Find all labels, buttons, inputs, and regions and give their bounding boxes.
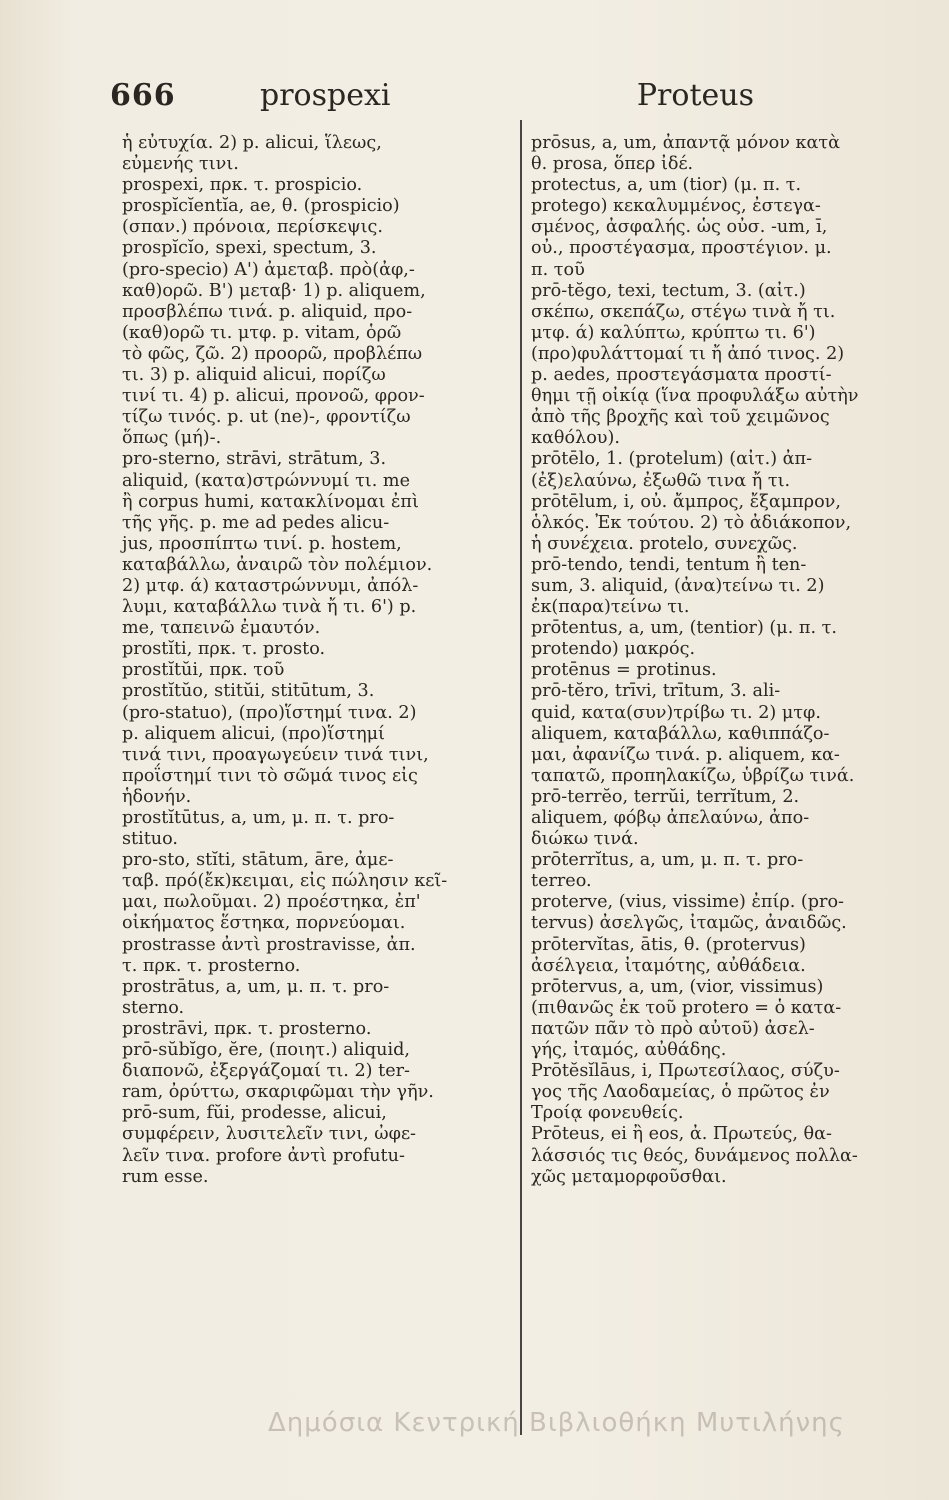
text-line: (pro-statuo), (προ)ἵστημί τινα. 2)	[122, 702, 417, 723]
text-line: me, ταπεινῶ ἐμαυτόν.	[122, 618, 321, 639]
text-line: (πιθανῶς ἐκ τοῦ protero = ὁ κατα-	[531, 997, 842, 1018]
text-line: (pro-specio) Α') ἀμεταβ. πρὸ(ἀφ,-	[122, 259, 415, 280]
text-line: prō-tendo, tendi, tentum ἢ ten-	[531, 554, 807, 575]
text-line: ὁλκός. Ἐκ τούτου. 2) τὸ ἀδιάκοπον,	[531, 512, 852, 533]
text-line: σμένος, ἀσφαλής. ὡς οὐσ. -um, ī,	[531, 217, 828, 238]
text-line: stituo.	[122, 829, 179, 850]
page-number: 666	[110, 78, 176, 113]
text-line: λάσσιός τις θεός, δυνάμενος πολλα-	[531, 1145, 858, 1166]
text-line: σκέπω, σκεπάζω, στέγω τινὰ ἤ τι.	[531, 301, 836, 322]
text-line: μαι, πωλοῦμαι. 2) προέστηκα, ἐπ'	[122, 892, 421, 913]
text-line: λεῖν τινα. profore ἀντὶ profutu-	[122, 1145, 405, 1166]
text-line: prostrasse ἀντὶ prostravisse, ἀπ.	[122, 934, 416, 955]
text-line: τῆς γῆς. p. me ad pedes alicu-	[122, 512, 390, 533]
text-line: ἐκ(παρα)τείνω τι.	[531, 597, 690, 618]
text-line: pro-sto, stĭti, stātum, āre, ἀμε-	[122, 850, 394, 871]
text-line: ταπατῶ, προπηλακίζω, ὑβρίζω τινά.	[531, 765, 855, 786]
text-line: prōterrĭtus, a, um, μ. π. τ. pro-	[531, 850, 804, 871]
text-line: ἡ εὐτυχία. 2) p. alicui, ἵλεως,	[122, 133, 382, 153]
text-line: ram, ὀρύττω, σκαριφῶμαι τὴν γῆν.	[122, 1082, 434, 1103]
text-line: (σπαν.) πρόνοια, περίσκεψις.	[122, 217, 383, 238]
text-line: aliquem, φόβῳ ἀπελαύνω, ἀπο-	[531, 808, 810, 828]
text-line: prostrāvi, πρκ. τ. prosterno.	[122, 1018, 372, 1039]
text-line: λυμι, καταβάλλω τινὰ ἤ τι. 6') p.	[122, 597, 417, 618]
text-line: prospĭcĭentĭa, ae, θ. (prospicio)	[122, 196, 400, 217]
text-line: prō-sŭbĭgo, ĕre, (ποιητ.) aliquid,	[122, 1040, 410, 1061]
text-line: ταβ. πρό(ἔκ)κειμαι, εἰς πώλησιν κεῖ-	[122, 871, 448, 892]
text-line: rum esse.	[122, 1166, 209, 1187]
text-line: prōtēlo, 1. (protelum) (αἰτ.) ἀπ-	[531, 449, 813, 470]
text-line: προσβλέπω τινά. p. aliquid, προ-	[122, 301, 413, 322]
text-line: 2) μτφ. ά) καταστρώννυμι, ἀπόλ-	[122, 575, 419, 596]
text-line: Prōteus, ei ἢ eos, ἀ. Πρωτεύς, θα-	[531, 1124, 832, 1145]
text-line: protego) κεκαλυμμένος, ἐστεγα-	[531, 196, 821, 217]
text-line: p. aliquem alicui, (προ)ἵστημί	[122, 723, 385, 744]
text-line: μαι, ἀφανίζω τινά. p. aliquem, κα-	[531, 744, 840, 765]
text-line: Τροίᾳ φονευθείς.	[531, 1103, 684, 1124]
text-line: πατῶν πᾶν τὸ πρὸ αὐτοῦ) ἀσελ-	[531, 1018, 815, 1039]
text-line: tervus) ἀσελγῶς, ἰταμῶς, ἀναιδῶς.	[531, 913, 847, 934]
text-line: καθόλου).	[531, 428, 620, 449]
text-line: τὸ φῶς, ζῶ. 2) προορῶ, προβλέπω	[122, 343, 423, 364]
text-line: protectus, a, um (tior) (μ. π. τ.	[531, 175, 802, 196]
text-line: aliquem, καταβάλλω, καθιππάζο-	[531, 723, 830, 744]
text-line: prō-sum, fŭi, prodesse, alicui,	[122, 1103, 387, 1124]
text-line: ἀσέλγεια, ἰταμότης, αὐθάδεια.	[531, 955, 806, 976]
text-line: θ. prosa, ὅπερ ἰδέ.	[531, 154, 694, 175]
text-line: prōtentus, a, um, (tentior) (μ. π. τ.	[531, 618, 837, 639]
text-line: sum, 3. aliquid, (ἀνα)τείνω τι. 2)	[531, 575, 825, 596]
text-line: καταβάλλω, ἀναιρῶ τὸν πολέμιον.	[122, 554, 433, 575]
text-line: τι. 3) p. aliquid alicui, πορίζω	[122, 365, 386, 386]
right-column	[531, 133, 919, 1188]
page-header	[110, 78, 754, 118]
text-line: protēnus = protinus.	[531, 660, 717, 681]
text-line: γής, ἰταμός, αὐθάδης.	[531, 1040, 727, 1061]
text-line: οὐ., προστέγασμα, προστέγιον. μ.	[531, 238, 832, 259]
text-line: (προ)φυλάττομαί τι ἤ ἀπό τινος. 2)	[531, 343, 845, 364]
text-line: ὅπως (μή)-.	[122, 428, 222, 449]
text-line: συμφέρειν, λυσιτελεῖν τινι, ὠφε-	[122, 1124, 416, 1145]
text-line: proterve, (vius, vissime) ἐπίρ. (pro-	[531, 892, 844, 913]
text-line: τινί τι. 4) p. alicui, προνοῶ, φρον-	[122, 386, 425, 407]
text-line: pro-sterno, strāvi, strātum, 3.	[122, 449, 387, 470]
text-line: prōtervĭtas, ātis, θ. (protervus)	[531, 934, 806, 955]
text-line: καθ)ορῶ. Β') μεταβ· 1) p. aliquem,	[122, 280, 426, 301]
text-line: ἡ συνέχεια. protelo, συνεχῶς.	[531, 533, 798, 554]
text-line: jus, προσπίπτω τινί. p. hostem,	[122, 533, 402, 554]
text-line: prostĭtŭi, πρκ. τοῦ	[122, 660, 285, 681]
library-watermark: Δημόσια Κεντρική Βιβλιοθήκη Μυτιλήνης	[268, 1408, 845, 1438]
text-line: τίζω τινός. p. ut (ne)-, φροντίζω	[122, 407, 411, 428]
running-head-right: Proteus	[636, 78, 754, 113]
text-line: γος τῆς Λαοδαμείας, ὁ πρῶτος ἐν	[531, 1082, 830, 1103]
text-line: (ἐξ)ελαύνω, ἐξωθῶ τινα ἤ τι.	[531, 470, 791, 491]
text-line: τ. πρκ. τ. prosterno.	[122, 955, 301, 976]
text-line: quid, κατα(συν)τρίβω τι. 2) μτφ.	[531, 702, 821, 723]
text-line: prō-tĕgo, texi, tectum, 3. (αἰτ.)	[531, 280, 806, 301]
text-line: οἰκήματος ἕστηκα, πορνεύομαι.	[122, 913, 406, 934]
text-line: ἡδονήν.	[122, 786, 192, 807]
text-line: prōtervus, a, um, (vior, vissimus)	[531, 976, 824, 997]
text-line: terreo.	[531, 871, 592, 892]
text-line: (καθ)ορῶ τι. μτφ. p. vitam, ὁρῶ	[122, 322, 402, 343]
text-line: Prōtĕsĭlāus, i, Πρωτεσίλαος, σύζυ-	[531, 1061, 840, 1082]
text-line: prostrātus, a, um, μ. π. τ. pro-	[122, 976, 390, 997]
text-line: aliquid, (κατα)στρώννυμί τι. me	[122, 470, 410, 491]
left-column	[122, 133, 517, 1188]
text-line: διαπονῶ, ἐξεργάζομαί τι. 2) ter-	[122, 1061, 410, 1082]
text-line: ἀπὸ τῆς βροχῆς καὶ τοῦ χειμῶνος	[531, 407, 830, 428]
text-line: prōtēlum, i, οὐ. ἄμπρος, ἔξαμπρον,	[531, 491, 841, 512]
text-line: prō-terrĕo, terrŭi, terrĭtum, 2.	[531, 786, 800, 807]
text-line: χῶς μεταμορφοῦσθαι.	[531, 1166, 727, 1187]
text-line: prō-tĕro, trīvi, trītum, 3. ali-	[531, 681, 781, 702]
text-line: π. τοῦ	[531, 259, 585, 280]
text-line: διώκω τινά.	[531, 829, 639, 850]
text-line: sterno.	[122, 997, 185, 1018]
text-line: protendo) μακρός.	[531, 639, 696, 660]
text-line: μτφ. ά) καλύπτω, κρύπτω τι. 6')	[531, 322, 816, 343]
column-divider	[520, 120, 522, 1435]
text-line: prostĭtŭo, stitŭi, stitūtum, 3.	[122, 681, 375, 702]
text-line: prospexi, πρκ. τ. prospicio.	[122, 175, 363, 196]
text-line: p. aedes, προστεγάσματα προστί-	[531, 365, 832, 386]
text-line: prōsus, a, um, ἀπαντᾷ μόνον κατὰ	[531, 133, 841, 153]
text-line: εὐμενής τινι.	[122, 154, 239, 175]
text-line: τινά τινι, προαγωγεύειν τινά τινι,	[122, 744, 429, 765]
running-head-left: prospexi	[260, 78, 391, 113]
text-line: θημι τῇ οἰκίᾳ (ἵνα προφυλάξω αὐτὴν	[531, 386, 859, 407]
text-line: ἢ corpus humi, κατακλίνομαι ἐπὶ	[122, 491, 419, 512]
text-line: prostĭti, πρκ. τ. prosto.	[122, 639, 326, 660]
text-line: prospĭcĭo, spexi, spectum, 3.	[122, 238, 377, 259]
text-line: prostĭtūtus, a, um, μ. π. τ. pro-	[122, 808, 395, 828]
text-line: προΐστημί τινι τὸ σῶμά τινος εἰς	[122, 765, 418, 786]
